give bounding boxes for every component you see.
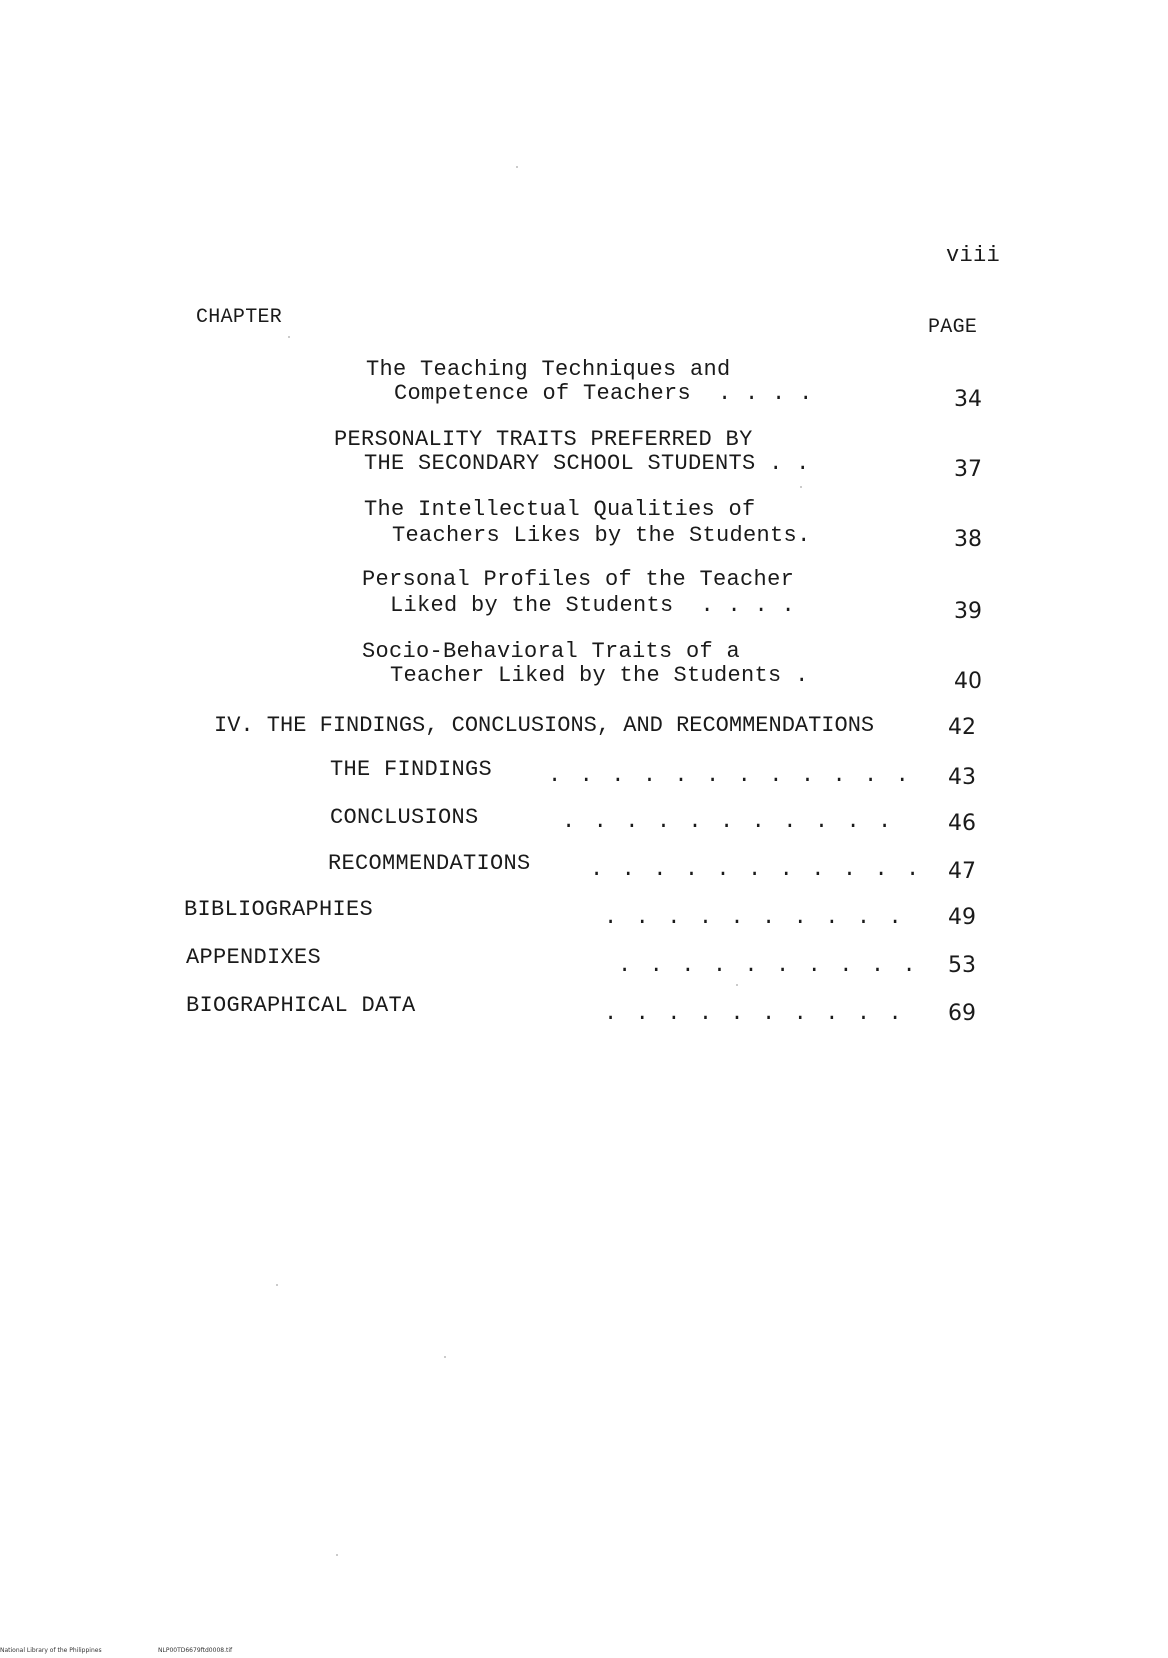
toc-entry-title-continued: Liked by the Students . . . . [390, 593, 796, 618]
toc-entry-page: 47 [948, 859, 976, 884]
toc-entry-page: 37 [954, 457, 982, 482]
toc-entry-title: The Teaching Techniques and [366, 357, 731, 382]
toc-entry-leader: . . . . . . . . . . . [590, 857, 922, 882]
toc-entry-page: 38 [954, 527, 982, 552]
scan-speck [336, 1554, 338, 1556]
toc-entry-page: 42 [948, 715, 976, 740]
scan-speck [516, 166, 518, 168]
toc-entry-title-continued: Competence of Teachers . . . . [394, 381, 813, 406]
toc-entry-page: 53 [948, 953, 976, 978]
toc-entry-page: 49 [948, 905, 976, 930]
toc-entry-title-continued: Teacher Liked by the Students . [390, 663, 809, 688]
toc-entry-title: RECOMMENDATIONS [328, 851, 531, 876]
toc-entry-title: IV. THE FINDINGS, CONCLUSIONS, AND RECOMMENDATIONS [214, 713, 875, 738]
toc-entry-title: CONCLUSIONS [330, 805, 479, 830]
page-number: viii [946, 243, 1001, 268]
toc-entry-page: 40 [954, 669, 982, 694]
toc-entry-title: PERSONALITY TRAITS PREFERRED BY [334, 427, 753, 452]
toc-entry-title-continued: Teachers Likes by the Students. [392, 523, 811, 548]
toc-entry-page: 34 [954, 387, 982, 412]
toc-entry-title: The Intellectual Qualities of [364, 497, 756, 522]
scan-speck [736, 984, 738, 986]
scan-speck [276, 1284, 278, 1286]
toc-entry-page: 39 [954, 599, 982, 624]
scan-speck [444, 1356, 446, 1358]
toc-entry-leader: . . . . . . . . . . [618, 953, 919, 978]
footer-filename: NLP00TD6679ftd0008.tif [158, 1647, 233, 1654]
chapter-heading: CHAPTER [196, 306, 283, 329]
toc-entry-leader: . . . . . . . . . . [604, 1001, 905, 1026]
toc-entry-page: 69 [948, 1001, 976, 1026]
toc-entry-leader: . . . . . . . . . . . . [548, 763, 912, 788]
toc-entry-title: BIBLIOGRAPHIES [184, 897, 374, 922]
toc-entry-title: Socio-Behavioral Traits of a [362, 639, 741, 664]
toc-entry-title: APPENDIXES [186, 945, 322, 970]
scan-speck [288, 336, 290, 338]
toc-entry-title: THE FINDINGS [330, 757, 493, 782]
toc-entry-page: 43 [948, 765, 976, 790]
footer-library: National Library of the Philippines [0, 1647, 102, 1654]
toc-entry-title: Personal Profiles of the Teacher [362, 567, 795, 592]
scan-speck [800, 486, 802, 488]
page-heading: PAGE [928, 316, 978, 339]
toc-entry-leader: . . . . . . . . . . . [562, 809, 894, 834]
toc-entry-title: BIOGRAPHICAL DATA [186, 993, 416, 1018]
toc-entry-title-continued: THE SECONDARY SCHOOL STUDENTS . . [364, 451, 810, 476]
toc-entry-page: 46 [948, 811, 976, 836]
toc-entry-leader: . . . . . . . . . . [604, 905, 905, 930]
